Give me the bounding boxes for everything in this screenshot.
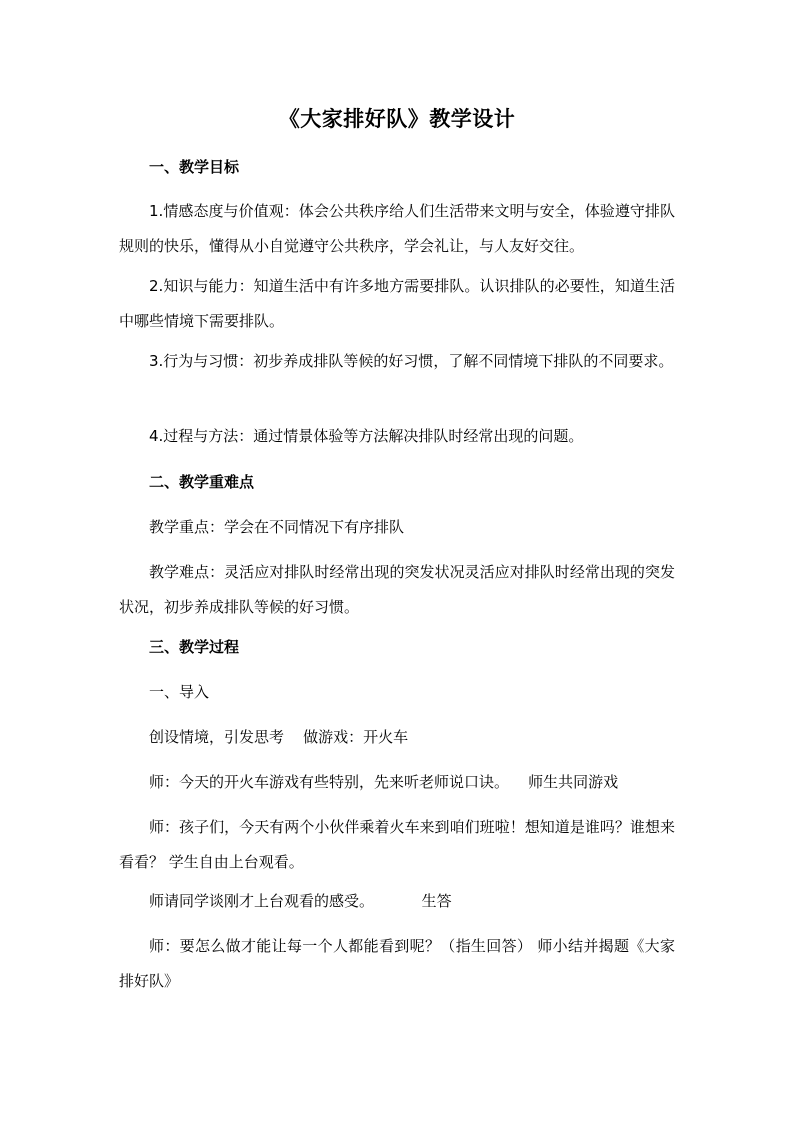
goal-item-2: 2.知识与能力：知道生活中有许多地方需要排队。认识排队的必要性，知道生活中哪些情境下需要排队。 <box>119 277 675 330</box>
process-line-3: 师请同学谈刚才上台观看的感受。 生答 <box>149 892 452 910</box>
difficulty-text: 教学难点：灵活应对排队时经常出现的突发状况灵活应对排队时经常出现的突发状况，初步养成排队等候的好习惯。 <box>119 563 675 616</box>
subsection-intro: 一、导入 <box>149 683 210 701</box>
key-point-text: 教学重点：学会在不同情况下有序排队 <box>149 518 405 536</box>
section-heading-teaching-goals: 一、教学目标 <box>149 158 240 176</box>
process-line-2: 师：今天的开火车游戏有些特别，先来听老师说口诀。 师生共同游戏 <box>149 773 619 791</box>
goal-item-4: 4.过程与方法：通过情景体验等方法解决排队时经常出现的问题。 <box>149 427 584 445</box>
process-paragraph-1: 师：孩子们，今天有两个小伙伴乘着火车来到咱们班啦！想知道是谁吗？谁想来看看？ 学生自由上台观看。 <box>119 818 675 871</box>
goal-item-3: 3.行为与习惯：初步养成排队等候的好习惯，了解不同情境下排队的不同要求。 <box>149 352 674 370</box>
section-heading-teaching-process: 三、教学过程 <box>149 638 240 656</box>
document-title: 《大家排好队》教学设计 <box>278 107 516 131</box>
process-paragraph-2: 师：要怎么做才能让每一个人都能看到呢？（指生回答） 师小结并揭题《大家排好队》 <box>119 937 675 990</box>
goal-item-1: 1.情感态度与价值观：体会公共秩序给人们生活带来文明与安全，体验遵守排队规则的快乐，懂得从小自觉遵守公共秩序，学会礼让，与人友好交往。 <box>119 202 675 255</box>
section-heading-key-difficult-points: 二、教学重难点 <box>149 473 255 491</box>
process-line-1: 创设情境，引发思考 做游戏：开火车 <box>149 728 409 746</box>
